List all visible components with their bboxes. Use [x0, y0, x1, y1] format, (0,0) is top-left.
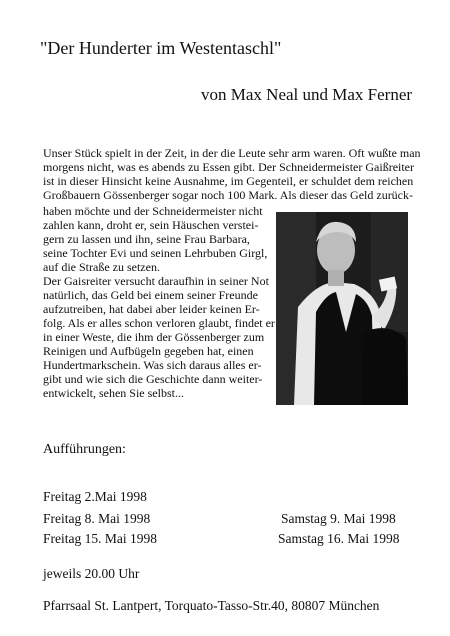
description-line: Großbauern Gössenberger sogar noch 100 Mark. Als dieser das Geld zurück-: [43, 188, 414, 202]
performance-time: jeweils 20.00 Uhr: [43, 566, 140, 581]
description-line: gibt und wie sich die Geschichte dann weiter-: [43, 372, 263, 386]
venue-address: Pfarrsaal St. Lantpert, Torquato-Tasso-Str.40, 80807 München: [43, 598, 380, 613]
performance-date: Freitag 15. Mai 1998: [43, 531, 157, 546]
description-full-width: [43, 146, 421, 202]
description-line: morgens nicht, was es abends zu Essen gibt. Der Schneidermeister Gaißreiter: [43, 160, 415, 174]
description-left-column: [43, 204, 275, 400]
description-line: Reinigen und Aufbügeln gegeben hat, einen: [43, 344, 254, 358]
performance-date: Samstag 9. Mai 1998: [281, 511, 396, 526]
performance-date: Freitag 8. Mai 1998: [43, 511, 151, 526]
performance-date: Freitag 2.Mai 1998: [43, 489, 147, 504]
actor-photo: [276, 212, 408, 405]
description-line: Hundertmarkschein. Was sich daraus alles er-: [43, 358, 262, 372]
description-line: gern zu lassen und ihn, seine Frau Barbara,: [43, 232, 250, 246]
description-line: aufzutreiben, hat dabei aber leider keinen Er-: [43, 302, 260, 316]
description-line: haben möchte und der Schneidermeister nicht: [43, 204, 263, 218]
description-line: seine Tochter Evi und seinen Lehrbuben Girgl,: [43, 246, 268, 260]
description-line: auf die Straße zu setzen.: [43, 260, 160, 274]
play-title: "Der Hunderter im Westentaschl": [40, 38, 282, 58]
play-authors: von Max Neal und Max Ferner: [201, 85, 413, 104]
description-line: in einer Weste, die ihm der Gössenberger zum: [43, 330, 265, 344]
description-line: zahlen kann, droht er, sein Häuschen verstei-: [43, 218, 259, 232]
description-line: Unser Stück spielt in der Zeit, in der die Leute sehr arm waren. Oft wußte man: [43, 146, 421, 160]
performances-heading: Aufführungen:: [43, 442, 126, 457]
description-line: Der Gaisreiter versucht daraufhin in seiner Not: [43, 274, 269, 288]
performance-date: Samstag 16. Mai 1998: [278, 531, 400, 546]
description-line: entwickelt, sehen Sie selbst...: [43, 386, 184, 400]
description-line: folg. Als er alles schon verloren glaubt, findet er: [43, 316, 275, 330]
description-line: ist in dieser Hinsicht keine Ausnahme, im Gegenteil, er schuldet dem reichen: [43, 174, 414, 188]
description-line: natürlich, das Geld bei einem seiner Freunde: [43, 288, 258, 302]
